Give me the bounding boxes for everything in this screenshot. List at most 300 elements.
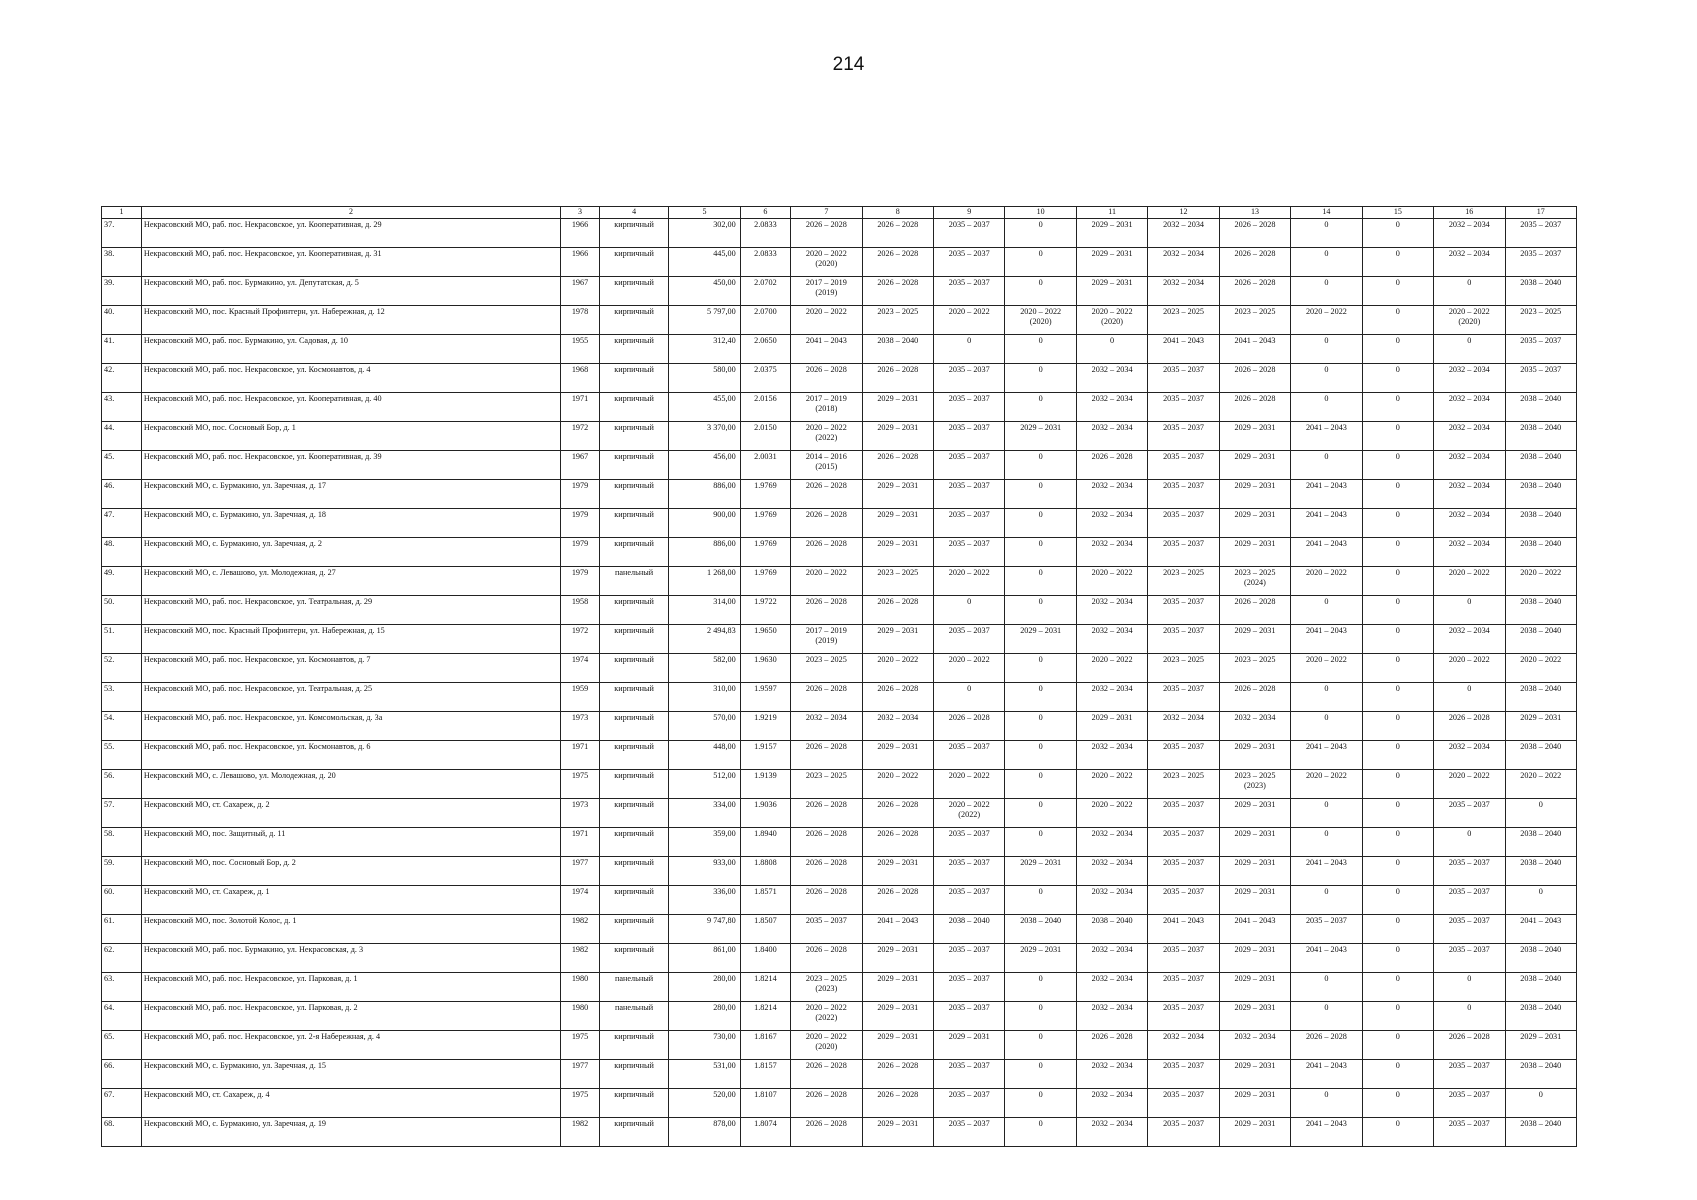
table-cell: Некрасовский МО, раб. пос. Некрасовское, ул. Парковая, д. 2 (141, 1002, 560, 1031)
column-number-header: 4 (599, 207, 668, 219)
table-cell: 2041 – 2043 (1219, 335, 1290, 364)
table-cell: 54. (102, 712, 142, 741)
table-cell: 37. (102, 219, 142, 248)
table-cell: 445,00 (669, 248, 740, 277)
table-cell: 2035 – 2037 (1148, 625, 1219, 654)
column-number-header: 12 (1148, 207, 1219, 219)
table-cell: 1971 (561, 828, 600, 857)
table-cell: 0 (1505, 1089, 1577, 1118)
table-cell: Некрасовский МО, раб. пос. Некрасовское, ул. Парковая, д. 1 (141, 973, 560, 1002)
table-cell: 2038 – 2040 (862, 335, 933, 364)
table-cell: 0 (1362, 219, 1433, 248)
table-cell: 2026 – 2028 (1219, 248, 1290, 277)
table-cell: 861,00 (669, 944, 740, 973)
table-cell: 43. (102, 393, 142, 422)
table-cell: 582,00 (669, 654, 740, 683)
table-cell: 2035 – 2037 (934, 538, 1005, 567)
table-cell: 1972 (561, 422, 600, 451)
table-cell: 2032 – 2034 (1219, 712, 1290, 741)
table-cell: 0 (1434, 828, 1505, 857)
table-cell: 55. (102, 741, 142, 770)
table-cell: Некрасовский МО, пос. Золотой Колос, д. 1 (141, 915, 560, 944)
table-cell: 0 (1362, 509, 1433, 538)
table-cell: 2035 – 2037 (934, 422, 1005, 451)
table-row (102, 944, 1577, 973)
table-cell: 1959 (561, 683, 600, 712)
table-cell: 2035 – 2037 (934, 480, 1005, 509)
table-cell: панельный (599, 1002, 668, 1031)
table-cell: 1973 (561, 799, 600, 828)
table-cell: 1980 (561, 973, 600, 1002)
table-cell: кирпичный (599, 741, 668, 770)
column-number-header: 1 (102, 207, 142, 219)
table-cell: 1.8400 (740, 944, 790, 973)
table-cell: 2029 – 2031 (1219, 625, 1290, 654)
table-cell: 2029 – 2031 (1076, 277, 1147, 306)
table-cell: кирпичный (599, 422, 668, 451)
table-cell: 2041 – 2043 (1148, 335, 1219, 364)
table-cell: 1975 (561, 1089, 600, 1118)
table-cell: 2038 – 2040 (1505, 277, 1577, 306)
table-cell: 9 747,80 (669, 915, 740, 944)
table-cell: 2032 – 2034 (1434, 741, 1505, 770)
table-row (102, 335, 1577, 364)
table-cell: 2026 – 2028 (862, 799, 933, 828)
table-cell: 0 (1362, 915, 1433, 944)
table-cell: 2020 – 2022 (2020) (1076, 306, 1147, 335)
table-cell: 0 (1434, 277, 1505, 306)
table-cell: 359,00 (669, 828, 740, 857)
table-cell: 0 (1362, 451, 1433, 480)
table-cell: 1979 (561, 509, 600, 538)
table-cell: 2032 – 2034 (1434, 509, 1505, 538)
table-cell: 2041 – 2043 (1148, 915, 1219, 944)
table-cell: 0 (1291, 596, 1362, 625)
table-cell: 0 (1362, 712, 1433, 741)
table-cell: 0 (1505, 886, 1577, 915)
table-row (102, 828, 1577, 857)
capital-repair-schedule-table (101, 206, 1577, 1147)
table-cell: 2026 – 2028 (791, 538, 862, 567)
table-cell: 1.8214 (740, 973, 790, 1002)
table-cell: 2035 – 2037 (934, 393, 1005, 422)
table-cell: 58. (102, 828, 142, 857)
table-cell: 2038 – 2040 (934, 915, 1005, 944)
table-cell: 0 (1434, 335, 1505, 364)
table-cell: 0 (1005, 248, 1076, 277)
table-cell: 0 (1291, 683, 1362, 712)
table-cell: 2020 – 2022 (862, 654, 933, 683)
table-cell: 0 (1362, 277, 1433, 306)
table-cell: 42. (102, 364, 142, 393)
table-cell: 2026 – 2028 (862, 596, 933, 625)
table-cell: 1974 (561, 654, 600, 683)
table-cell: 2041 – 2043 (1219, 915, 1290, 944)
table-cell: 1.9597 (740, 683, 790, 712)
table-cell: 2032 – 2034 (1076, 1002, 1147, 1031)
column-number-header: 9 (934, 207, 1005, 219)
table-cell: 2017 – 2019 (2019) (791, 625, 862, 654)
table-cell: 2.0031 (740, 451, 790, 480)
table-cell: 2020 – 2022 (1434, 567, 1505, 596)
table-cell: кирпичный (599, 712, 668, 741)
table-cell: 0 (1434, 683, 1505, 712)
table-cell: 0 (1362, 654, 1433, 683)
table-cell: 2035 – 2037 (934, 741, 1005, 770)
table-cell: 60. (102, 886, 142, 915)
table-cell: 2026 – 2028 (1219, 364, 1290, 393)
table-cell: 1.9630 (740, 654, 790, 683)
table-cell: 2041 – 2043 (1291, 509, 1362, 538)
table-cell: 2035 – 2037 (1148, 741, 1219, 770)
table-cell: 2035 – 2037 (1148, 828, 1219, 857)
table-cell: Некрасовский МО, ст. Сахареж, д. 4 (141, 1089, 560, 1118)
table-cell: 455,00 (669, 393, 740, 422)
column-number-header: 8 (862, 207, 933, 219)
table-cell: 2029 – 2031 (862, 857, 933, 886)
table-cell: 1972 (561, 625, 600, 654)
table-cell: 2029 – 2031 (1219, 480, 1290, 509)
table-row (102, 451, 1577, 480)
table-cell: 0 (1291, 973, 1362, 1002)
table-cell: 2026 – 2028 (862, 1060, 933, 1089)
table-cell: 2038 – 2040 (1505, 538, 1577, 567)
table-cell: 51. (102, 625, 142, 654)
table-cell: 2023 – 2025 (1219, 306, 1290, 335)
page-number: 214 (832, 54, 865, 75)
table-cell: 2026 – 2028 (791, 741, 862, 770)
table-cell: 2026 – 2028 (791, 799, 862, 828)
table-cell: 0 (1362, 683, 1433, 712)
table-cell: 1.8214 (740, 1002, 790, 1031)
table-cell: 2041 – 2043 (1291, 1118, 1362, 1147)
table-cell: 2035 – 2037 (1434, 1089, 1505, 1118)
table-cell: 2035 – 2037 (1505, 335, 1577, 364)
table-cell: 0 (1434, 973, 1505, 1002)
table-cell: 2035 – 2037 (1148, 451, 1219, 480)
table-cell: 2035 – 2037 (1148, 1060, 1219, 1089)
table-cell: 2035 – 2037 (1291, 915, 1362, 944)
table-cell: 2035 – 2037 (1148, 1002, 1219, 1031)
table-cell: 2032 – 2034 (862, 712, 933, 741)
table-cell: 570,00 (669, 712, 740, 741)
table-cell: 2035 – 2037 (934, 219, 1005, 248)
table-cell: 886,00 (669, 538, 740, 567)
table-cell: 336,00 (669, 886, 740, 915)
table-row (102, 712, 1577, 741)
table-cell: 2026 – 2028 (1434, 712, 1505, 741)
table-cell: 2026 – 2028 (791, 886, 862, 915)
table-cell: 2026 – 2028 (934, 712, 1005, 741)
table-cell: 2029 – 2031 (1219, 886, 1290, 915)
table-cell: 1.8167 (740, 1031, 790, 1060)
table-cell: 2035 – 2037 (1148, 683, 1219, 712)
table-cell: кирпичный (599, 451, 668, 480)
table-cell: 2029 – 2031 (1005, 944, 1076, 973)
table-cell: 1 268,00 (669, 567, 740, 596)
table-cell: 2038 – 2040 (1505, 393, 1577, 422)
table-cell: 53. (102, 683, 142, 712)
table-cell: 0 (1076, 335, 1147, 364)
table-cell: панельный (599, 973, 668, 1002)
table-cell: 48. (102, 538, 142, 567)
table-cell: 2035 – 2037 (1434, 1118, 1505, 1147)
table-cell: 0 (1291, 799, 1362, 828)
table-cell: 2038 – 2040 (1005, 915, 1076, 944)
table-cell: 2020 – 2022 (862, 770, 933, 799)
table-cell: 1.8571 (740, 886, 790, 915)
table-cell: 2032 – 2034 (1076, 944, 1147, 973)
table-cell: Некрасовский МО, раб. пос. Бурмакино, ул. Депутатская, д. 5 (141, 277, 560, 306)
table-cell: 0 (1005, 973, 1076, 1002)
table-cell: 0 (1291, 277, 1362, 306)
table-cell: 0 (1005, 770, 1076, 799)
table-cell: 1.8157 (740, 1060, 790, 1089)
table-cell: кирпичный (599, 944, 668, 973)
table-cell: 3 370,00 (669, 422, 740, 451)
table-cell: 0 (1362, 770, 1433, 799)
table-cell: 62. (102, 944, 142, 973)
table-row (102, 393, 1577, 422)
table-cell: 2035 – 2037 (934, 973, 1005, 1002)
table-cell: Некрасовский МО, с. Бурмакино, ул. Заречная, д. 19 (141, 1118, 560, 1147)
table-cell: 2038 – 2040 (1505, 422, 1577, 451)
table-cell: 2020 – 2022 (1291, 306, 1362, 335)
table-cell: 2032 – 2034 (1434, 625, 1505, 654)
column-number-header: 10 (1005, 207, 1076, 219)
table-cell: 2041 – 2043 (1291, 944, 1362, 973)
table-cell: 0 (1005, 1089, 1076, 1118)
table-cell: Некрасовский МО, пос. Защитный, д. 11 (141, 828, 560, 857)
table-row (102, 364, 1577, 393)
table-cell: 0 (1291, 712, 1362, 741)
table-cell: 0 (1362, 538, 1433, 567)
table-cell: 0 (1005, 1060, 1076, 1089)
table-row (102, 219, 1577, 248)
table-cell: 2026 – 2028 (862, 886, 933, 915)
table-cell: 0 (1362, 1089, 1433, 1118)
table-cell: 2020 – 2022 (1076, 770, 1147, 799)
table-cell: Некрасовский МО, с. Левашово, ул. Молодежная, д. 20 (141, 770, 560, 799)
table-cell: 2026 – 2028 (791, 1060, 862, 1089)
table-cell: 1.9650 (740, 625, 790, 654)
table-cell: 334,00 (669, 799, 740, 828)
table-cell: 2020 – 2022 (1291, 567, 1362, 596)
table-cell: 0 (1362, 480, 1433, 509)
column-number-header: 16 (1434, 207, 1505, 219)
table-cell: 2029 – 2031 (862, 741, 933, 770)
table-cell: 2026 – 2028 (791, 509, 862, 538)
table-cell: 2032 – 2034 (1076, 625, 1147, 654)
table-cell: 2020 – 2022 (934, 306, 1005, 335)
table-cell: 0 (1005, 509, 1076, 538)
table-cell: 1.9769 (740, 538, 790, 567)
table-cell: 2041 – 2043 (1291, 480, 1362, 509)
table-cell: 2020 – 2022 (2022) (791, 422, 862, 451)
table-cell: 38. (102, 248, 142, 277)
table-cell: 2026 – 2028 (862, 1089, 933, 1118)
table-cell: 1979 (561, 538, 600, 567)
table-cell: 1977 (561, 1060, 600, 1089)
table-cell: 0 (1291, 364, 1362, 393)
table-cell: 2029 – 2031 (1005, 422, 1076, 451)
table-cell: 0 (1291, 1002, 1362, 1031)
table-cell: 59. (102, 857, 142, 886)
table-cell: 2020 – 2022 (1076, 799, 1147, 828)
table-cell: 2017 – 2019 (2019) (791, 277, 862, 306)
table-cell: 2032 – 2034 (1434, 393, 1505, 422)
table-cell: 2014 – 2016 (2015) (791, 451, 862, 480)
table-row (102, 770, 1577, 799)
table-cell: кирпичный (599, 538, 668, 567)
table-cell: 2032 – 2034 (1148, 1031, 1219, 1060)
table-cell: 0 (1291, 248, 1362, 277)
table-cell: кирпичный (599, 335, 668, 364)
table-cell: кирпичный (599, 1089, 668, 1118)
table-cell: 2038 – 2040 (1505, 944, 1577, 973)
table-cell: 1.9036 (740, 799, 790, 828)
table-cell: кирпичный (599, 393, 668, 422)
table-cell: 2032 – 2034 (1148, 248, 1219, 277)
table-cell: 2029 – 2031 (1219, 1089, 1290, 1118)
table-cell: кирпичный (599, 799, 668, 828)
table-cell: 2035 – 2037 (934, 886, 1005, 915)
table-cell: 2023 – 2025 (862, 306, 933, 335)
table-cell: 0 (1362, 625, 1433, 654)
table-cell: 2023 – 2025 (2023) (791, 973, 862, 1002)
table-row (102, 1118, 1577, 1147)
table-cell: 2032 – 2034 (1434, 422, 1505, 451)
table-cell: 39. (102, 277, 142, 306)
table-cell: 2026 – 2028 (791, 480, 862, 509)
table-cell: 1955 (561, 335, 600, 364)
table-cell: 41. (102, 335, 142, 364)
table-cell: 2032 – 2034 (1434, 219, 1505, 248)
table-cell: 2035 – 2037 (1148, 857, 1219, 886)
table-cell: 57. (102, 799, 142, 828)
table-cell: 65. (102, 1031, 142, 1060)
table-cell: 1968 (561, 364, 600, 393)
table-cell: Некрасовский МО, раб. пос. Некрасовское, ул. Театральная, д. 29 (141, 596, 560, 625)
table-cell: кирпичный (599, 828, 668, 857)
table-cell: 2026 – 2028 (862, 277, 933, 306)
table-cell: Некрасовский МО, ст. Сахареж, д. 2 (141, 799, 560, 828)
table-cell: Некрасовский МО, раб. пос. Некрасовское, ул. Космонавтов, д. 4 (141, 364, 560, 393)
table-cell: 2 494,83 (669, 625, 740, 654)
table-cell: 0 (1434, 1002, 1505, 1031)
table-cell: 2035 – 2037 (1148, 509, 1219, 538)
table-cell: 2020 – 2022 (2020) (791, 248, 862, 277)
table-cell: 1978 (561, 306, 600, 335)
table-cell: 0 (1362, 1002, 1433, 1031)
table-cell: 2020 – 2022 (1434, 770, 1505, 799)
table-cell: 1979 (561, 480, 600, 509)
table-cell: Некрасовский МО, раб. пос. Некрасовское, ул. Комсомольская, д. 3а (141, 712, 560, 741)
table-cell: 310,00 (669, 683, 740, 712)
table-cell: 0 (1434, 596, 1505, 625)
table-cell: 2023 – 2025 (862, 567, 933, 596)
column-number-header: 11 (1076, 207, 1147, 219)
table-cell: кирпичный (599, 480, 668, 509)
table-cell: 2035 – 2037 (1148, 596, 1219, 625)
table-cell: 49. (102, 567, 142, 596)
table-cell: кирпичный (599, 248, 668, 277)
table-cell: 2032 – 2034 (1076, 828, 1147, 857)
table-cell: 448,00 (669, 741, 740, 770)
table-cell: 2029 – 2031 (1219, 1060, 1290, 1089)
table-cell: 2026 – 2028 (1219, 393, 1290, 422)
table-cell: 2.0833 (740, 248, 790, 277)
table-cell: 2035 – 2037 (1148, 1118, 1219, 1147)
table-cell: 2020 – 2022 (2020) (1005, 306, 1076, 335)
table-cell: 2032 – 2034 (1434, 451, 1505, 480)
table-cell: кирпичный (599, 509, 668, 538)
table-cell: 2.0833 (740, 219, 790, 248)
table-cell: 1975 (561, 1031, 600, 1060)
table-cell: 1975 (561, 770, 600, 799)
table-cell: 878,00 (669, 1118, 740, 1147)
table-cell: 1982 (561, 1118, 600, 1147)
table-cell: 0 (1291, 1089, 1362, 1118)
table-cell: 2026 – 2028 (862, 248, 933, 277)
table-cell: Некрасовский МО, раб. пос. Некрасовское, ул. Кооперативная, д. 40 (141, 393, 560, 422)
table-cell: 933,00 (669, 857, 740, 886)
table-cell: 0 (1362, 335, 1433, 364)
table-cell: 580,00 (669, 364, 740, 393)
table-cell: 1967 (561, 451, 600, 480)
table-cell: 2029 – 2031 (1219, 741, 1290, 770)
table-cell: 2035 – 2037 (1148, 480, 1219, 509)
table-cell: 2026 – 2028 (791, 1118, 862, 1147)
table-cell: 2029 – 2031 (862, 625, 933, 654)
table-cell: 2029 – 2031 (862, 944, 933, 973)
table-cell: 2032 – 2034 (1219, 1031, 1290, 1060)
table-cell: 2029 – 2031 (1505, 712, 1577, 741)
table-cell: 2038 – 2040 (1505, 828, 1577, 857)
table-cell: 280,00 (669, 1002, 740, 1031)
table-cell: 280,00 (669, 973, 740, 1002)
table-cell: 0 (1362, 306, 1433, 335)
table-cell: 2035 – 2037 (1434, 944, 1505, 973)
table-cell: 456,00 (669, 451, 740, 480)
table-cell: 0 (1005, 799, 1076, 828)
table-cell: Некрасовский МО, с. Бурмакино, ул. Заречная, д. 2 (141, 538, 560, 567)
table-cell: 1.9769 (740, 509, 790, 538)
table-cell: 2032 – 2034 (1148, 219, 1219, 248)
table-cell: 2035 – 2037 (1148, 364, 1219, 393)
column-number-header: 14 (1291, 207, 1362, 219)
table-cell: 2023 – 2025 (1148, 567, 1219, 596)
table-cell: 61. (102, 915, 142, 944)
table-row (102, 567, 1577, 596)
table-cell: 2020 – 2022 (934, 654, 1005, 683)
table-row (102, 306, 1577, 335)
table-cell: 2026 – 2028 (791, 1089, 862, 1118)
table-cell: 2029 – 2031 (862, 1031, 933, 1060)
table-cell: 0 (1362, 248, 1433, 277)
table-cell: 1.9157 (740, 741, 790, 770)
table-cell: 2035 – 2037 (1434, 915, 1505, 944)
table-row (102, 799, 1577, 828)
table-cell: 0 (1362, 973, 1433, 1002)
document-table-container (101, 206, 1577, 1147)
table-cell: 0 (1291, 219, 1362, 248)
table-cell: 2017 – 2019 (2018) (791, 393, 862, 422)
table-cell: 2029 – 2031 (862, 509, 933, 538)
table-cell: 2.0150 (740, 422, 790, 451)
table-cell: 2041 – 2043 (1291, 741, 1362, 770)
table-cell: 2035 – 2037 (1434, 857, 1505, 886)
